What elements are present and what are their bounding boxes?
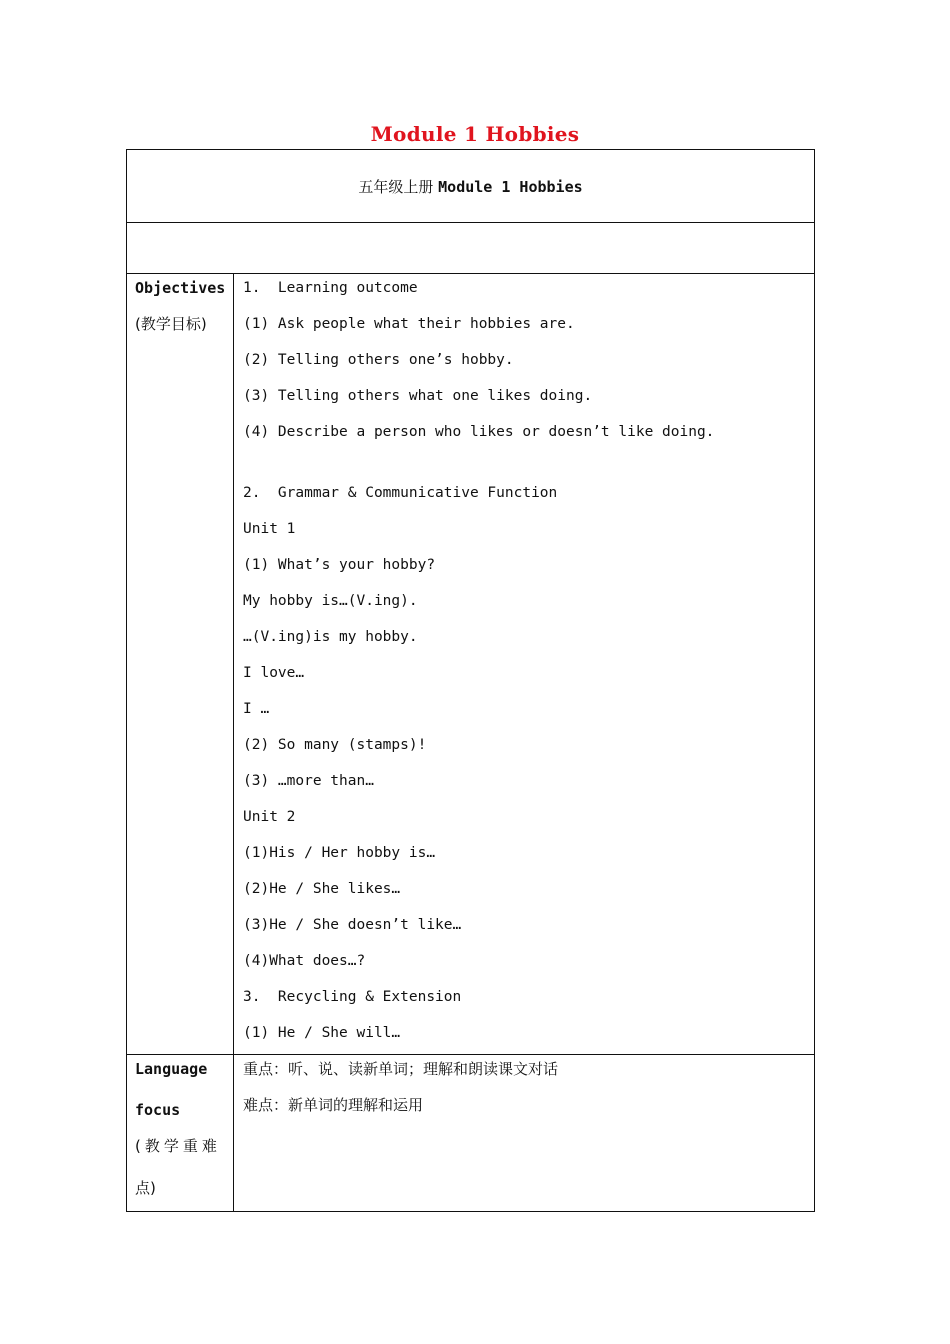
language-focus-label: focus [135, 1101, 181, 1119]
objective-line: (1) He / She will… [243, 1025, 401, 1041]
table-header-row [126, 176, 815, 197]
column-divider [233, 273, 234, 1212]
objective-line: 3. Recycling & Extension [243, 989, 462, 1005]
objective-line: (3)He / She doesn’t like… [243, 917, 462, 933]
objective-line: 2. Grammar & Communicative Function [243, 485, 558, 501]
objective-line: Unit 2 [243, 809, 296, 825]
objective-line: (4) Describe a person who likes or doesn’t like doing. [243, 424, 715, 440]
objective-line: (4)What does…? [243, 953, 366, 969]
language-focus-label: Language [135, 1060, 208, 1078]
objective-line: (1) What’s your hobby? [243, 557, 436, 573]
objectives-label-cell [135, 276, 230, 348]
objective-line: My hobby is…(V.ing). [243, 593, 418, 609]
difficulty-line: 难点：新单词的理解和运用 [243, 1096, 424, 1114]
objective-line: (2) Telling others one’s hobby. [243, 352, 514, 368]
objective-line: (2) So many (stamps)! [243, 737, 427, 753]
objective-line: (3) …more than… [243, 773, 374, 789]
subtitle-grade: 五年级上册 [358, 178, 439, 196]
paragraph-spacer [243, 456, 803, 481]
key-point-line: 重点：听、说、读新单词；理解和朗读课文对话 [243, 1060, 559, 1078]
objective-line: (1) Ask people what their hobbies are. [243, 316, 575, 332]
objective-line: I … [243, 701, 270, 717]
document-title: Module 1 Hobbies [370, 122, 580, 146]
objective-line: I love… [243, 665, 305, 681]
language-focus-content [243, 1057, 803, 1129]
objective-line: (2)He / She likes… [243, 881, 401, 897]
objective-line: Unit 1 [243, 521, 296, 537]
objective-line: (1)His / Her hobby is… [243, 845, 436, 861]
objective-line: 1. Learning outcome [243, 280, 418, 296]
table-divider [126, 222, 815, 223]
objectives-label: Objectives [135, 279, 226, 297]
objective-line: …(V.ing)is my hobby. [243, 629, 418, 645]
subtitle-module: Module 1 Hobbies [438, 178, 583, 196]
language-focus-label-cn: (教学重难 [135, 1137, 221, 1155]
objectives-label-cn: (教学目标) [135, 315, 207, 333]
language-focus-label-cn: 点) [135, 1179, 156, 1197]
language-focus-label-cell [135, 1057, 230, 1200]
objective-line: (3) Telling others what one likes doing. [243, 388, 593, 404]
objectives-content [243, 276, 803, 1057]
table-divider [126, 273, 815, 274]
